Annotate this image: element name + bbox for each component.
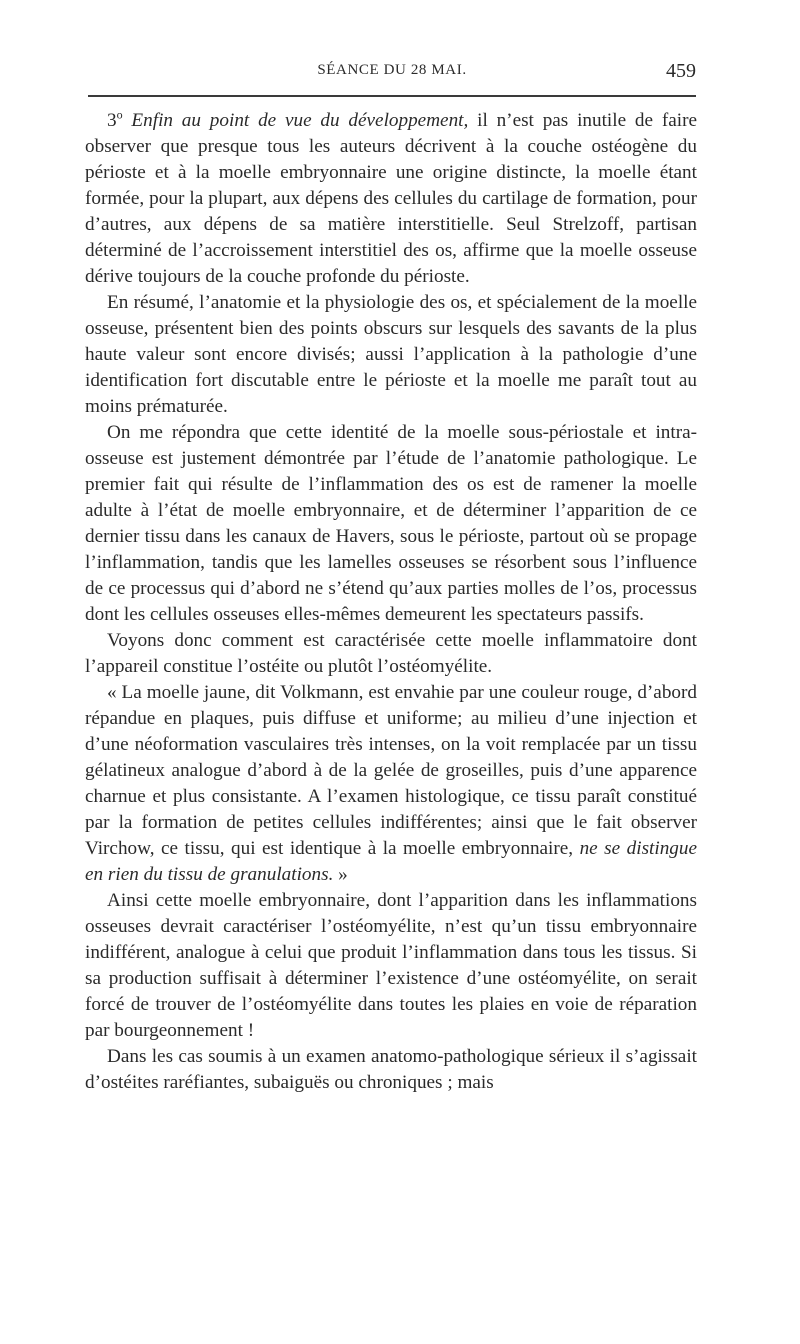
paragraph-volkmann-quote — [85, 680, 697, 888]
page-number: 459 — [666, 60, 696, 82]
running-head — [88, 60, 696, 86]
paragraph-lead-italic: Enfin au point de vue du développement, — [131, 110, 469, 131]
paragraph-cases — [85, 1044, 697, 1096]
paragraph-summary — [85, 290, 697, 420]
header-rule — [88, 95, 696, 97]
paragraph-number: 3 — [107, 110, 117, 131]
paragraph-inflammatory-marrow — [85, 628, 697, 680]
paragraph-text: En résumé, l’anatomie et la physiologie des os, et spécialement de la moelle osseuse, présentent bien des points obscurs sur lesquels des savants de la plus haute valeur sont encore divisés; aussi l’application à la pathologie d’une identification fort discutable entre le périoste et la moelle me paraît tout au moins prématurée. — [85, 292, 697, 417]
paragraph-text: Dans les cas soumis à un examen anatomo-pathologique sérieux il s’agissait d’ostéites raréfiantes, subaiguës ou chroniques ; mais — [85, 1046, 697, 1093]
paragraph-text: « La moelle jaune, dit Volkmann, est envahie par une couleur rouge, d’abord répandue en plaques, puis diffuse et uniforme; au milieu d’une injection et d’une néoformation vasculaires très intenses, on la voit remplacée par un tissu gélatineux analogue d’abord à de la gelée de groseilles, puis d’une apparence charnue et plus consistante. A l’examen histologique, ce tissu paraît constitué par la formation de petites cellules indifférentes; ainsi que le fait observer Virchow, ce tissu, qui est identique à la moelle embryonnaire, — [85, 682, 697, 859]
paragraph-number-ordinal: o — [116, 107, 123, 122]
quote-italic-ending: ne se distingue en rien du tissu de granulations. — [85, 838, 697, 885]
paragraph-objection — [85, 420, 697, 628]
paragraph-text: il n’est pas inutile de faire observer que presque tous les auteurs décrivent à la couche ostéogène du périoste et à la moelle embryonnaire une origine distincte, la moelle étant formée, pour la plupart, aux dépens des cellules du cartilage de formation, pour d’autres, aux dépens de sa matière interstitielle. Seul Strelzoff, partisan déterminé de l’accroissement interstitiel des os, affirme que la moelle osseuse dérive toujours de la couche profonde du périoste. — [85, 110, 697, 287]
closing-guillemet: » — [333, 864, 348, 885]
paragraph-text: Voyons donc comment est caractérisée cette moelle inflammatoire dont l’appareil constitue l’ostéite ou plutôt l’ostéomyélite. — [85, 630, 697, 677]
paragraph-text: Ainsi cette moelle embryonnaire, dont l’apparition dans les inflammations osseuses devrait caractériser l’ostéomyélite, n’est qu’un tissu embryonnaire indifférent, analogue à celui que produit l’inflammation dans tous les tissus. Si sa production suffisait à déterminer l’existence d’une ostéomyélite, on serait forcé de trouver de l’ostéomyélite dans toutes les plaies en voie de réparation par bourgeonnement ! — [85, 890, 697, 1041]
running-head-title: SÉANCE DU 28 MAI. — [317, 62, 467, 78]
paragraph-text: On me répondra que cette identité de la moelle sous-périostale et intra-osseuse est justement démontrée par l’étude de l’anatomie pathologique. Le premier fait qui résulte de l’inflammation des os est de ramener la moelle adulte à l’état de moelle embryonnaire, et de déterminer l’apparition de ce dernier tissu dans les canaux de Havers, sous le périoste, partout où se propage l’inflammation, tandis que les lamelles osseuses se résorbent sous l’influence de ce processus qui d’abord ne s’étend qu’aux parties molles de l’os, processus dont les cellules osseuses elles-mêmes demeurent les spectateurs passifs. — [85, 422, 697, 625]
paragraph-embryonic-marrow — [85, 888, 697, 1044]
paragraph-development — [85, 108, 697, 290]
body-text — [85, 108, 697, 1096]
